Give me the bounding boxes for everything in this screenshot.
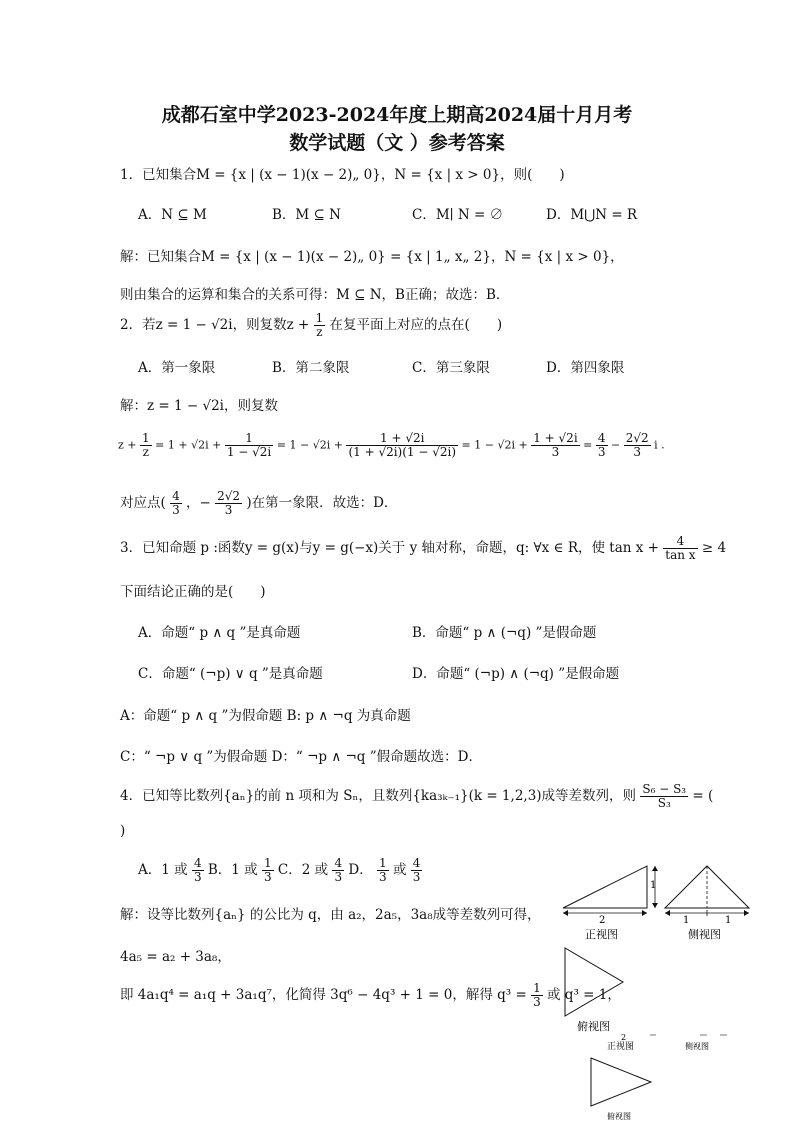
front-view-triangle <box>563 866 647 908</box>
q2-solution-line1: 解：z = 1 − √2i，则复数 <box>120 398 278 414</box>
small-side-view-label: 侧视图 <box>685 1042 709 1051</box>
frac-num: 1 <box>225 432 273 446</box>
frac-den: 3 <box>551 445 560 460</box>
text-part: 即 4a₁q⁴ = a₁q + 3a₁q⁷，化简得 3q⁶ − 4q³ + 1 = 0，解得 q³ = <box>120 987 527 1004</box>
q2-stem-frac-den: z <box>316 325 323 340</box>
calc-part: = 1 + √2i + <box>155 438 222 452</box>
top-view-triangle <box>565 948 623 1016</box>
q2-option-a: A．第一象限 <box>138 360 216 376</box>
frac-num: 4 <box>663 535 697 549</box>
page-title-line1: 成都石室中学2023-2024年度上期高2024届十月月考 <box>161 104 633 126</box>
dim-arrow <box>652 866 658 871</box>
q4-solution-line3 <box>120 982 621 1009</box>
frac-den: 3 <box>379 870 387 885</box>
q4-solution-line2: 4a₅ = a₂ + 3a₈， <box>120 949 231 965</box>
frac-num: 4 <box>193 856 202 870</box>
dim-arrow <box>665 910 670 916</box>
frac-num: 4 <box>172 489 180 503</box>
side-view-label: 侧视图 <box>688 928 721 941</box>
frac-den: (1 + √2i)(1 − √2i) <box>348 445 457 460</box>
dim-arrow <box>744 910 749 916</box>
q4-stem-a: 4．已知等比数列{aₙ}的前 n 项和为 Sₙ，且数列{ka₃ₖ₋₁}(k = 1,2,3)成等差数列，则 <box>120 788 637 805</box>
q4-option-d-frac1 <box>377 857 389 884</box>
small-top-view-triangle <box>591 1058 651 1106</box>
frac-num: 1 <box>533 981 541 995</box>
calc-part: − <box>611 438 621 452</box>
frac-den: 3 <box>533 995 541 1010</box>
small-top-view-label: 俯视图 <box>607 1112 631 1121</box>
text-part: 或 q³ = 1， <box>547 987 621 1004</box>
side-left-label: 1 <box>683 915 690 926</box>
q2-solution-line3 <box>120 490 397 517</box>
frac-num: 1 + √2i <box>533 431 578 445</box>
q4-option-d: D． <box>348 862 373 879</box>
q3-stem-b: ≥ 4 <box>701 540 727 557</box>
q3-stem-fraction <box>663 535 697 562</box>
q4-options <box>138 857 422 884</box>
q4-stem <box>120 783 713 810</box>
frac-den: S₃ <box>657 796 671 811</box>
q4-stem-close: ) <box>120 823 126 839</box>
calc-fraction <box>624 432 651 459</box>
frac-den: 3 <box>172 503 180 518</box>
point-frac-1 <box>170 490 182 517</box>
frac-num: S₆ − S₃ <box>642 782 687 796</box>
dim-arrow <box>642 910 647 916</box>
q3-solution-line1: A：命题“ p ∧ q ”为假命题 B: p ∧ ¬q 为真命题 <box>120 708 411 724</box>
q3-option-a: A．命题“ p ∧ q ”是真命题 <box>138 625 301 641</box>
small-front-view-label: 正视图 <box>607 1042 635 1052</box>
q4-option-a: A．1 或 <box>138 862 188 879</box>
q3-stem-line2: 下面结论正确的是( ) <box>120 584 266 600</box>
frac-den: 3 <box>263 870 272 885</box>
q3-solution-line2: C：“ ¬p ∨ q ”为假命题 D：“ ¬p ∧ ¬q ”假命题故选：D． <box>120 749 482 765</box>
calc-part: = <box>583 438 593 452</box>
frac-num: 4 <box>412 856 421 870</box>
page-title-line2: 数学试题（文 ）参考答案 <box>289 132 505 154</box>
q1-option-a: A．N ⊆ M <box>138 207 207 223</box>
frac-den: 3 <box>334 870 343 885</box>
side-right-label: 1 <box>725 915 732 926</box>
q4-option-b: B．1 或 <box>207 862 258 879</box>
calc-part: = 1 − √2i + <box>461 438 528 452</box>
q1-solution-line2: 则由集合的运算和集合的关系可得：M ⊆ N，B正确；故选：B． <box>120 287 510 303</box>
point-frac-2 <box>215 490 242 517</box>
calc-fraction <box>140 432 152 459</box>
q3-option-b: B．命题“ p ∧ (¬q) ”是假命题 <box>412 625 597 641</box>
q2-stem-b: 在复平面上对应的点在( ) <box>329 317 503 334</box>
frac-den: z <box>142 445 149 460</box>
q2-stem-fraction <box>314 312 326 339</box>
q2-option-c: C．第三象限 <box>412 360 490 376</box>
top-view-label: 俯视图 <box>577 1020 610 1033</box>
q4-option-d-frac2 <box>411 857 423 884</box>
q2-option-b: B．第二象限 <box>272 360 350 376</box>
calc-fraction <box>531 432 579 459</box>
small-dim-label: 2 <box>621 1033 627 1042</box>
q1-option-c: C．M∣ N = ∅ <box>412 207 504 223</box>
three-view-figure <box>555 858 755 1123</box>
frac-num: 1 <box>142 431 150 445</box>
frac-num: 4 <box>334 856 343 870</box>
text-part: 对应点( <box>120 495 166 512</box>
frac-den: 3 <box>412 870 421 885</box>
front-view-label: 正视图 <box>585 928 618 941</box>
q4-stem-b: = ( <box>692 788 714 805</box>
frac-den: 1 − √2i <box>226 445 272 460</box>
frac-den: 3 <box>224 503 233 518</box>
q3-option-d: D．命题“ (¬p) ∧ (¬q) ”是假命题 <box>412 666 620 682</box>
calc-part: z + <box>118 438 137 452</box>
calc-part: = 1 − √2i + <box>276 438 343 452</box>
q1-option-b: B．M ⊆ N <box>272 207 341 223</box>
q3-stem <box>120 535 726 562</box>
calc-fraction <box>596 432 608 459</box>
q2-stem-frac-num: 1 <box>315 311 324 325</box>
frac-num: 1 + √2i <box>346 432 458 446</box>
q-cubed-frac <box>531 982 543 1009</box>
q3-stem-a: 3．已知命题 p :函数y = g(x)与y = g(−x)关于 y 轴对称，命题，q: ∀x ∈ R，使 tan x + <box>120 540 659 557</box>
q2-stem <box>120 312 502 339</box>
front-width-label: 2 <box>599 915 606 926</box>
q2-calculation <box>118 432 665 459</box>
q4-option-c: C．2 或 <box>277 862 329 879</box>
q4-stem-fraction <box>640 783 688 810</box>
frac-den: 3 <box>597 445 606 460</box>
q4-option-b-frac <box>262 857 274 884</box>
q3-option-c: C．命题“ (¬p) ∨ q ”是真命题 <box>138 666 323 682</box>
calc-fraction <box>225 432 273 459</box>
frac-num: 4 <box>597 431 606 445</box>
q4-option-a-frac <box>192 857 204 884</box>
front-height-label: 1 <box>650 880 657 891</box>
dim-arrow <box>652 903 658 908</box>
frac-num: 1 <box>263 856 272 870</box>
q2-option-d: D．第四象限 <box>546 360 625 376</box>
frac-den: 3 <box>193 870 202 885</box>
q1-option-d: D．M⋃N = R <box>546 207 638 223</box>
frac-den: 3 <box>633 445 642 460</box>
q2-stem-a: 2．若z = 1 − √2i，则复数z + <box>120 317 310 334</box>
frac-num: 2√2 <box>625 431 649 445</box>
q4-solution-line1: 解：设等比数列{aₙ} 的公比为 q，由 a₂，2a₅，3a₈成等差数列可得， <box>120 907 541 923</box>
frac-num: 1 <box>379 856 387 870</box>
q4-option-c-frac <box>332 857 344 884</box>
frac-num: 2√2 <box>217 489 241 503</box>
q4-option-d-mid: 或 <box>392 862 407 879</box>
text-part: )在第一象限．故选：D． <box>246 495 398 512</box>
q1-solution-line1: 解：已知集合M = {x | (x − 1)(x − 2)„ 0} = {x | 1„ x„ 2}，N = {x | x > 0}， <box>120 249 624 265</box>
calc-fraction <box>346 432 458 459</box>
dim-arrow <box>563 910 568 916</box>
text-part: ，− <box>186 495 211 512</box>
calc-part: i . <box>654 438 665 452</box>
frac-den: tan x <box>665 548 696 563</box>
q1-stem: 1．已知集合M = {x | (x − 1)(x − 2)„ 0}，N = {x | x > 0}，则( ) <box>120 167 565 183</box>
